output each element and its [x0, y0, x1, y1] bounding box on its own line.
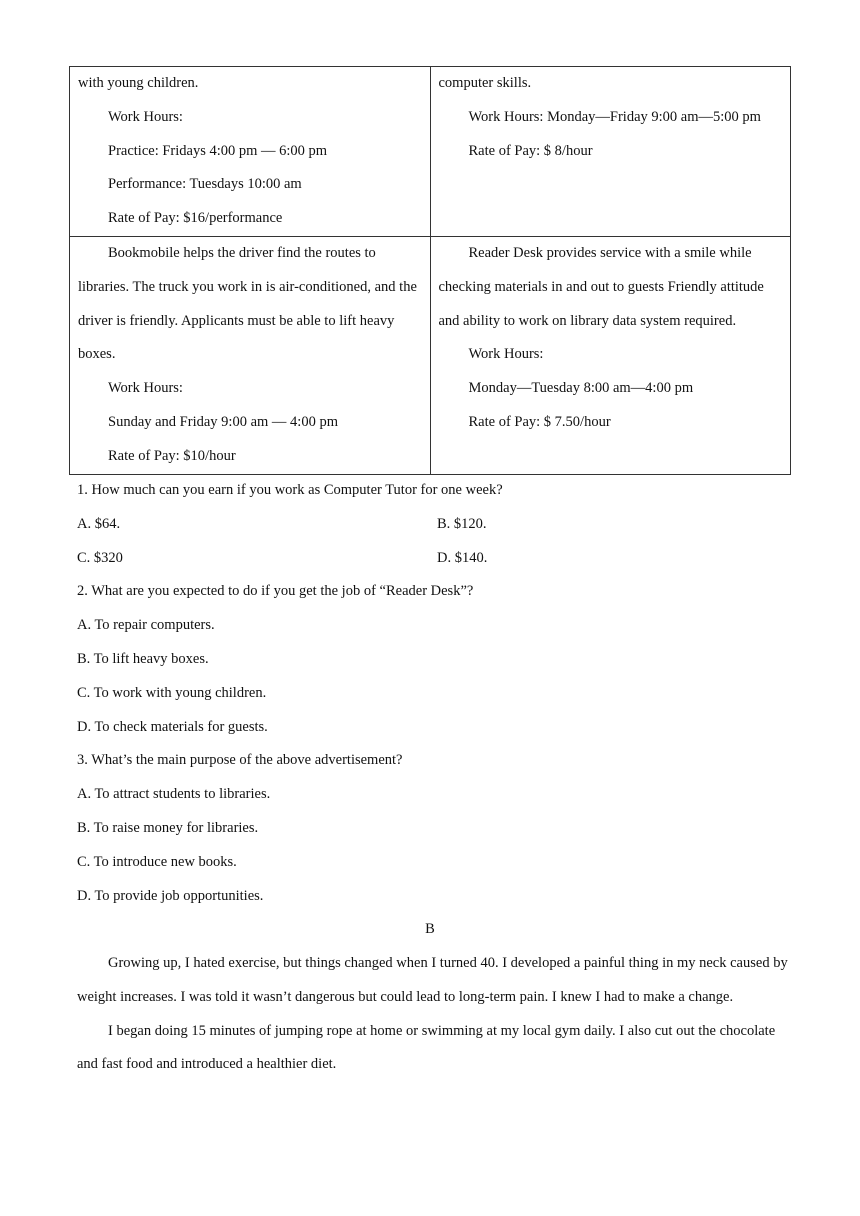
table-row [70, 236, 791, 474]
option: C. $320 [77, 549, 123, 566]
cell-text: Rate of Pay: $ 8/hour [468, 142, 593, 159]
option: A. To repair computers. [77, 617, 215, 634]
cell-text: Monday—Tuesday 8:00 am—4:00 pm [468, 380, 694, 397]
options-row [77, 508, 797, 542]
table-cell-bookmobile [70, 236, 431, 474]
option: C. To introduce new books. [77, 853, 237, 870]
cell-description: Reader Desk provides service with a smile while checking materials in and out to guests Friendly attitude and ability to work on library data system required. [438, 244, 764, 329]
cell-text: Work Hours: Monday—Friday 9:00 am—5:00 pm [468, 108, 761, 125]
question-stem: 2. What are you expected to do if you get the job of “Reader Desk”? [77, 583, 474, 600]
table-cell-music [70, 67, 431, 237]
cell-text: Rate of Pay: $ 7.50/hour [468, 413, 611, 430]
paragraph: I began doing 15 minutes of jumping rope at home or swimming at my local gym daily. I also cut out the chocolate and fast food and introduced a healthier diet. [77, 1022, 776, 1073]
job-table [69, 66, 791, 475]
option: A. To attract students to libraries. [77, 786, 271, 803]
table-cell-reader-desk [430, 236, 791, 474]
option: D. To provide job opportunities. [77, 887, 264, 904]
passage [77, 947, 791, 1082]
questions [77, 474, 797, 913]
paragraph: Growing up, I hated exercise, but things changed when I turned 40. I developed a painful thing in my neck caused by weight increases. I was told it wasn’t dangerous but could lead to long-term pain. I knew I had to make a change. [77, 955, 788, 1005]
cell-text: computer skills. [438, 75, 532, 91]
option: B. To lift heavy boxes. [77, 650, 209, 667]
cell-text: Work Hours: [108, 380, 183, 397]
section-label: B [425, 921, 435, 937]
cell-text: Rate of Pay: $16/performance [108, 210, 283, 227]
cell-text: Performance: Tuesdays 10:00 am [108, 176, 302, 193]
cell-text: Rate of Pay: $10/hour [108, 447, 236, 464]
question-stem: 1. How much can you earn if you work as Computer Tutor for one week? [77, 482, 503, 498]
option: B. $120. [437, 515, 487, 532]
table-row [70, 67, 791, 237]
option: A. $64. [77, 515, 121, 532]
option: B. To raise money for libraries. [77, 819, 259, 836]
cell-text: Practice: Fridays 4:00 pm — 6:00 pm [108, 142, 328, 159]
option: D. $140. [437, 549, 488, 566]
option: D. To check materials for guests. [77, 718, 268, 735]
cell-text: Work Hours: [108, 108, 183, 125]
cell-text: Sunday and Friday 9:00 am — 4:00 pm [108, 413, 338, 430]
option: C. To work with young children. [77, 684, 267, 701]
options-row [77, 542, 797, 576]
cell-text: with young children. [78, 75, 199, 91]
question-stem: 3. What’s the main purpose of the above advertisement? [77, 752, 403, 769]
cell-text: Work Hours: [468, 346, 544, 363]
table-cell-computer-tutor [430, 67, 791, 237]
cell-description: Bookmobile helps the driver find the routes to libraries. The truck you work in is air-conditioned, and the driver is friendly. Applicants must be able to lift heavy boxes. [78, 244, 417, 363]
